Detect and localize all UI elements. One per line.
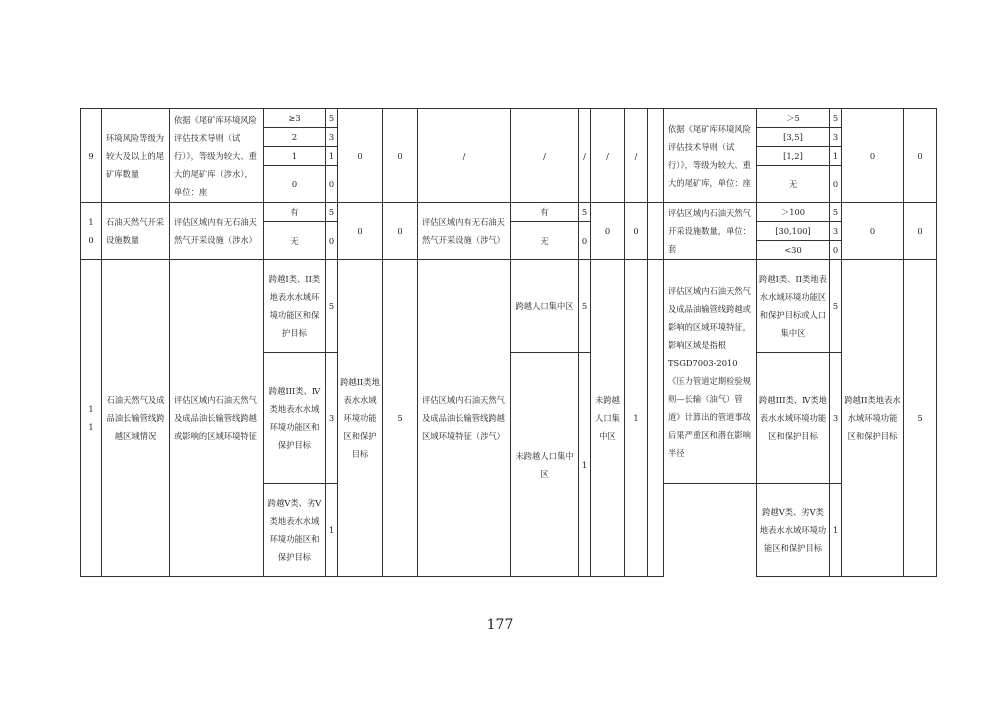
scoring-table bbox=[80, 108, 937, 577]
condition-cell: <30 bbox=[757, 241, 830, 260]
score-cell: 5 bbox=[830, 109, 842, 128]
condition-cell: 跨越人口集中区 bbox=[511, 260, 579, 353]
value-cell: 0 bbox=[591, 203, 625, 260]
condition-cell: 1 bbox=[264, 147, 326, 166]
condition-cell: 跨越Ⅰ类、II类地表水水域环境功能区和保护目标或人口集中区 bbox=[757, 260, 830, 353]
value-cell: 0 bbox=[904, 203, 937, 260]
value-cell: 0 bbox=[842, 203, 904, 260]
condition-cell: [3,5] bbox=[757, 128, 830, 147]
score-cell: 3 bbox=[830, 222, 842, 241]
value-cell: 0 bbox=[625, 203, 648, 260]
condition-cell: 跨越Ⅰ类、II类地表水水域环境功能区和保护目标 bbox=[264, 260, 326, 353]
score-cell: 1 bbox=[579, 353, 591, 577]
method-water: 评估区域内有无石油天然气开采设施（涉水） bbox=[170, 203, 264, 260]
value-cell: 1 bbox=[625, 260, 648, 577]
value-cell: 0 bbox=[338, 109, 383, 203]
method-air: / bbox=[418, 109, 511, 203]
score-cell: 5 bbox=[579, 260, 591, 353]
value-cell: 跨越II类地表水水域环境功能区和保护目标 bbox=[842, 260, 904, 577]
condition-cell: 2 bbox=[264, 128, 326, 147]
condition-cell: 无 bbox=[264, 222, 326, 260]
condition-cell: ＞100 bbox=[757, 203, 830, 222]
condition-cell: [1,2] bbox=[757, 147, 830, 166]
condition-cell: / bbox=[511, 109, 579, 203]
method-combined: 评估区域内石油天然气及成品油输管线跨越或影响的区域环境特征，影响区域是指根TSGD7003-2010《压力管道定期检验规则—长输（油气）管道》计算出的管道事故后果严重区和潜在影响半径 bbox=[664, 260, 757, 484]
spacer-cell bbox=[648, 203, 664, 260]
indicator-name: 石油天然气开采设施数量 bbox=[102, 203, 170, 260]
condition-cell: 无 bbox=[511, 222, 579, 260]
score-cell: 5 bbox=[326, 203, 338, 222]
score-cell: 5 bbox=[579, 203, 591, 222]
condition-cell: 跨越III类、Ⅳ类地表水水域环境功能区和保护目标 bbox=[757, 353, 830, 484]
score-cell: 1 bbox=[830, 147, 842, 166]
value-cell: 0 bbox=[383, 203, 418, 260]
indicator-name: 石油天然气及成品油长输管线跨越区域情况 bbox=[102, 260, 170, 577]
table-row bbox=[81, 109, 937, 128]
condition-cell: 0 bbox=[264, 166, 326, 203]
score-cell: 3 bbox=[326, 353, 338, 484]
spacer-cell bbox=[648, 109, 664, 203]
score-cell: 5 bbox=[830, 203, 842, 222]
condition-cell: 无 bbox=[757, 166, 830, 203]
value-cell: 5 bbox=[904, 260, 937, 577]
condition-cell: 跨越III类、Ⅳ类地表水水域环境功能区和保护目标 bbox=[264, 353, 326, 484]
score-cell: 5 bbox=[326, 260, 338, 353]
method-combined: 评估区域内石油天然气开采设施数量，单位：套 bbox=[664, 203, 757, 260]
method-water: 评估区域内石油天然气及成品油长输管线跨越或影响的区域环境特征 bbox=[170, 260, 264, 577]
condition-cell: 跨越Ⅴ类、劣Ⅴ类地表水水域环境功能区和保护目标 bbox=[757, 484, 830, 577]
value-cell: 0 bbox=[842, 109, 904, 203]
score-cell: 1 bbox=[326, 147, 338, 166]
method-air: 评估区域内石油天然气及成品油长输管线跨越区域环境特征（涉气） bbox=[418, 260, 511, 577]
method-air: 评估区域内有无石油天然气开采设施（涉气） bbox=[418, 203, 511, 260]
score-cell: 5 bbox=[326, 109, 338, 128]
condition-cell: 跨越Ⅴ类、劣Ⅴ类地表水水域环境功能区和保护目标 bbox=[264, 484, 326, 577]
row-number: 1 0 bbox=[81, 203, 102, 260]
value-cell: 未跨越人口集中区 bbox=[591, 260, 625, 577]
score-cell: / bbox=[579, 109, 591, 203]
condition-cell: 有 bbox=[511, 203, 579, 222]
score-cell: 0 bbox=[326, 222, 338, 260]
condition-cell: 有 bbox=[264, 203, 326, 222]
condition-cell: ＞5 bbox=[757, 109, 830, 128]
score-cell: 0 bbox=[326, 166, 338, 203]
value-cell: 0 bbox=[383, 109, 418, 203]
table-row bbox=[81, 260, 937, 353]
condition-cell: [30,100] bbox=[757, 222, 830, 241]
score-cell: 0 bbox=[830, 241, 842, 260]
row-number: 1 1 bbox=[81, 260, 102, 577]
spacer-cell bbox=[648, 260, 664, 577]
spacer-cell bbox=[664, 484, 757, 577]
value-cell: / bbox=[591, 109, 625, 203]
page-number: 177 bbox=[486, 617, 514, 633]
score-cell: 0 bbox=[579, 222, 591, 260]
value-cell: 0 bbox=[904, 109, 937, 203]
value-cell: 5 bbox=[383, 260, 418, 577]
score-cell: 0 bbox=[830, 166, 842, 203]
score-cell: 5 bbox=[830, 260, 842, 353]
score-cell: 3 bbox=[830, 128, 842, 147]
score-cell: 1 bbox=[830, 484, 842, 577]
value-cell: 0 bbox=[338, 203, 383, 260]
row-number: 9 bbox=[81, 109, 102, 203]
method-water: 依据《尾矿库环境风险评估技术导则（试行）》，等级为较大、重大的尾矿库（涉水），单位：座 bbox=[170, 109, 264, 203]
method-combined: 依据《尾矿库环境风险评估技术导则（试行）》，等级为较大、重大的尾矿库，单位：座 bbox=[664, 109, 757, 203]
condition-cell: 未跨越人口集中区 bbox=[511, 353, 579, 577]
value-cell: 跨越II类地表水水域环境功能区和保护目标 bbox=[338, 260, 383, 577]
score-cell: 3 bbox=[830, 353, 842, 484]
indicator-name: 环境风险等级为较大及以上的尾矿库数量 bbox=[102, 109, 170, 203]
table-row bbox=[81, 203, 937, 222]
condition-cell: ≥3 bbox=[264, 109, 326, 128]
score-cell: 3 bbox=[326, 128, 338, 147]
score-cell: 1 bbox=[326, 484, 338, 577]
value-cell: / bbox=[625, 109, 648, 203]
